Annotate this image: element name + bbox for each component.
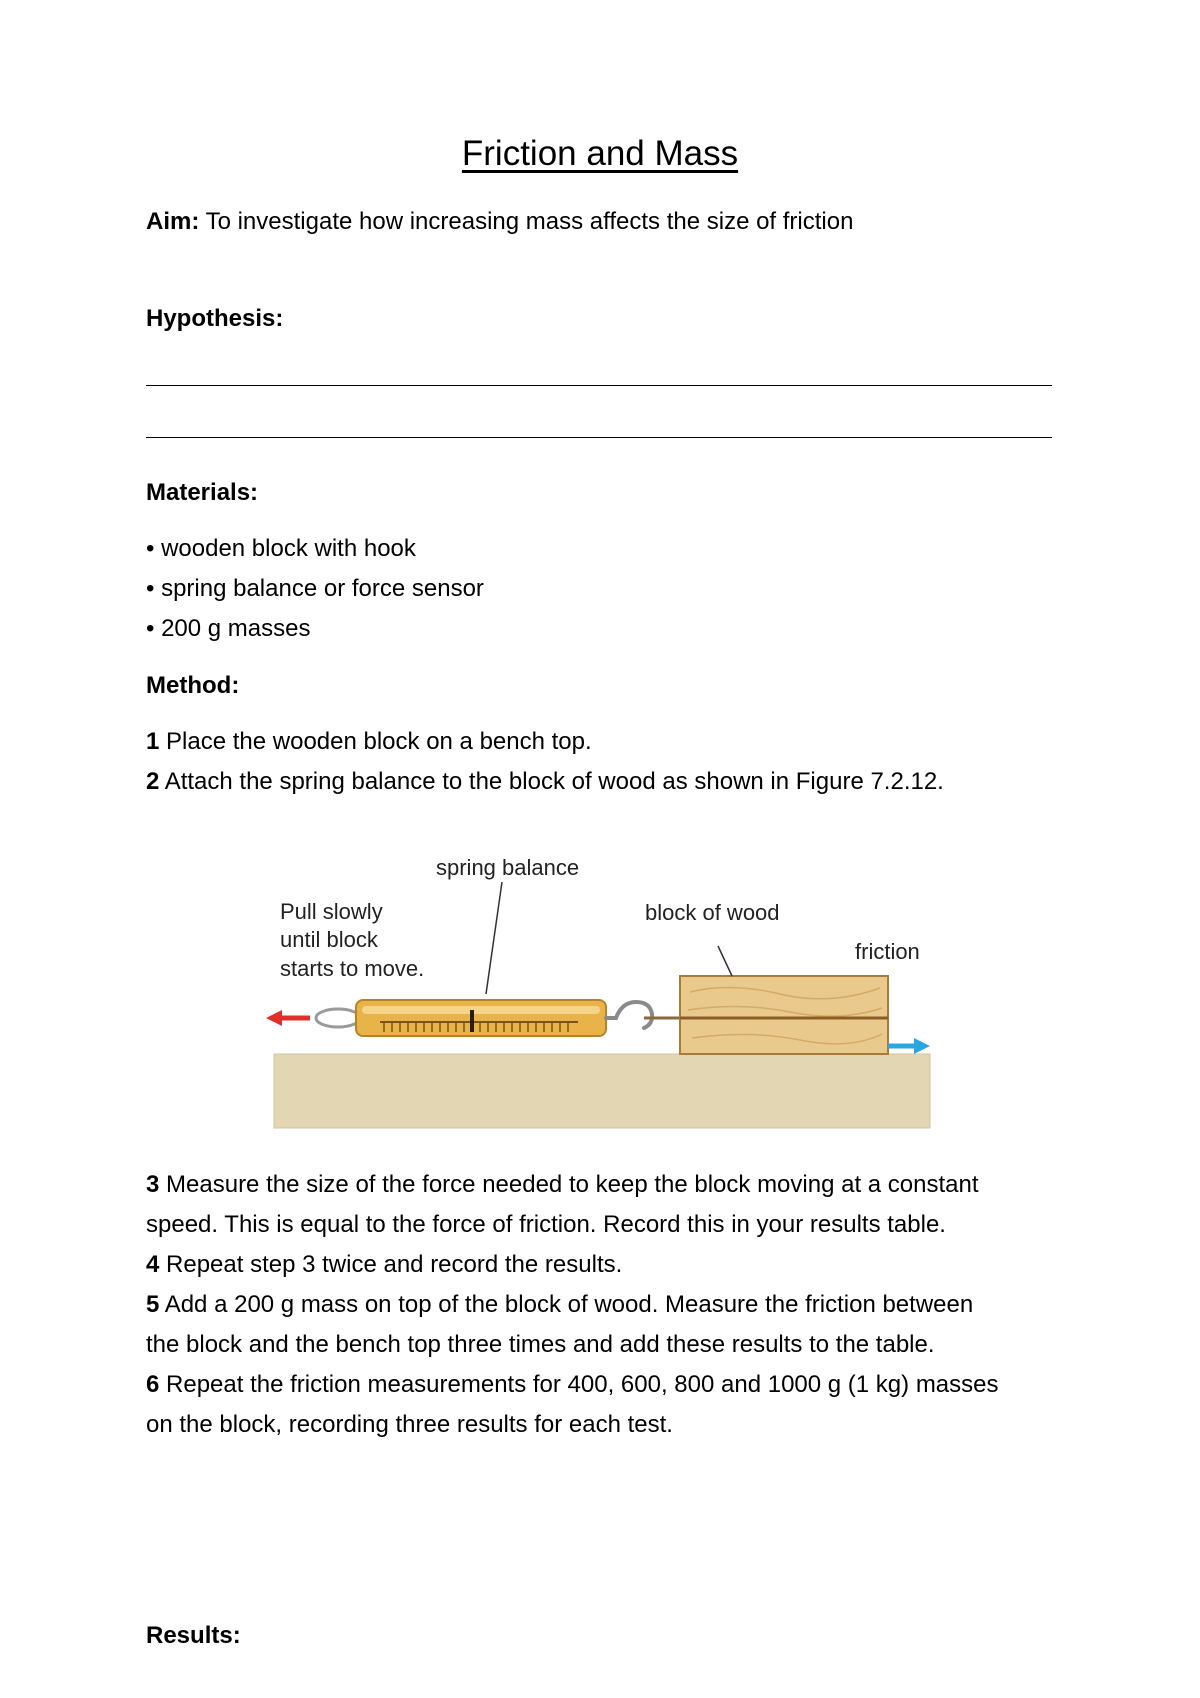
method-step-4 [146, 1250, 622, 1280]
method-step-3 [146, 1170, 979, 1200]
spring-balance-icon [356, 1000, 606, 1036]
method-step-6-continued: on the block, recording three results for each test. [146, 1411, 673, 1438]
aim-text: To investigate how increasing mass affects the size of friction [199, 208, 854, 235]
bench-top [274, 1054, 930, 1128]
step-text: Measure the size of the force needed to keep the block moving at a constant [159, 1171, 979, 1198]
friction-arrow-icon [888, 1038, 930, 1054]
materials-item: • spring balance or force sensor [146, 575, 484, 602]
hypothesis-answer-line-1[interactable] [146, 385, 1052, 386]
results-label: Results: [146, 1622, 241, 1649]
pull-arrow-icon [266, 1010, 310, 1026]
materials-item: • wooden block with hook [146, 535, 416, 562]
label-pull-slowly-1: Pull slowly [280, 899, 383, 924]
step-number: 1 [146, 728, 160, 755]
balance-ring [316, 1009, 360, 1027]
step-text: Place the wooden block on a bench top. [159, 728, 592, 755]
hook-icon [606, 1002, 652, 1028]
step-text: Repeat the friction measurements for 400, 600, 800 and 1000 g (1 kg) masses [159, 1371, 999, 1398]
step-number: 3 [146, 1171, 160, 1198]
label-block-of-wood: block of wood [645, 900, 780, 925]
label-spring-balance: spring balance [436, 855, 580, 880]
hypothesis-label: Hypothesis: [146, 305, 284, 332]
step-number: 2 [146, 768, 160, 795]
step-text: Attach the spring balance to the block of wood as shown in Figure 7.2.12. [159, 768, 944, 795]
figure-spring-balance-setup [260, 842, 940, 1132]
label-pull-slowly-3: starts to move. [280, 956, 425, 981]
aim-label: Aim: [146, 208, 200, 235]
hypothesis-answer-line-2[interactable] [146, 437, 1052, 438]
step-text: Add a 200 g mass on top of the block of wood. Measure the friction between [159, 1291, 974, 1318]
materials-item: • 200 g masses [146, 615, 311, 642]
method-label: Method: [146, 672, 240, 699]
method-step-5 [146, 1290, 973, 1320]
aim-line [146, 207, 853, 237]
method-step-1 [146, 727, 592, 757]
method-step-3-continued: speed. This is equal to the force of friction. Record this in your results table. [146, 1211, 946, 1238]
label-friction: friction [855, 939, 920, 964]
step-number: 4 [146, 1251, 160, 1278]
block-leader [718, 946, 732, 976]
method-step-6 [146, 1370, 999, 1400]
spring-balance-leader [486, 882, 502, 994]
page-title: Friction and Mass [461, 134, 739, 173]
label-pull-slowly-2: until block [280, 927, 378, 952]
materials-label: Materials: [146, 479, 259, 506]
method-step-5-continued: the block and the bench top three times and add these results to the table. [146, 1331, 935, 1358]
step-number: 6 [146, 1371, 160, 1398]
step-number: 5 [146, 1291, 160, 1318]
step-text: Repeat step 3 twice and record the results. [159, 1251, 623, 1278]
method-step-2 [146, 767, 944, 797]
wooden-block-icon [680, 976, 888, 1054]
